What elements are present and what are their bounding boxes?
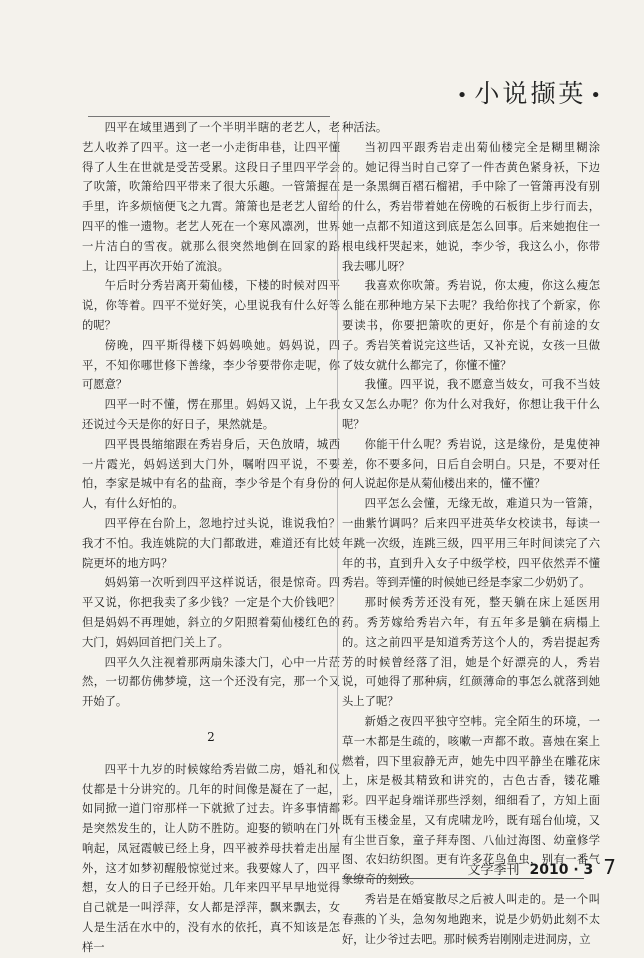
issue-number: 2010 · 3 <box>529 862 594 878</box>
paragraph: 新婚之夜四平独守空帏。完全陌生的环境，一草一木都是生疏的，咳嗽一声都不敢。喜烛在案上燃着，四下里寂静无声，她先中四平静坐在雕花床上，床是极其精致和讲究的，古色古香，镂花雕彩。四平起身端详那些浮刻，细细看了，方知上面既有玉楼金星，又有虎啸龙吟，既有瑶台仙境，又有尘世百象，童子拜寿图、八仙过海图、幼童修学图、农妇纺织图。更有许多花鸟鱼虫，别有一番气象缭奇的刻致。 <box>342 714 600 887</box>
paragraph: 四平一时不懂，愣在那里。妈妈又说，上午我还说过今天是你的好日子，果然就是。 <box>82 398 340 431</box>
journal-name: 文学季刊 <box>467 863 520 878</box>
paragraph: 四平怎么会懂，无缘无故，难道只为一管箫，一曲紫竹调吗？后来四平进英华女校读书，每读一年跳一次级，连跳三级，四平用三年时间读完了六年的书，直到升入女子中级学校，四平依然弄不懂秀岩。等到弄懂的时候她已经是李家二少奶奶了。 <box>342 497 600 590</box>
left-column <box>82 118 340 958</box>
header-dot-left: • <box>456 85 471 106</box>
paragraph: 秀岩是在婚宴散尽之后被人叫走的。是一个叫春燕的丫头，急匆匆地跑来，说是少奶奶此刻不太好，让少爷过去吧。那时候秀岩刚刚走进洞房，立 <box>342 893 600 946</box>
paragraph: 四平停在台阶上，忽地拧过头说，谁说我怕？我才不怕。我连姚院的大门都敢进，难道还有比妓院更坏的地方吗？ <box>82 516 340 570</box>
paragraph: 我懂。四平说，我不愿意当妓女，可我不当妓女又怎么办呢？你为什么对我好，你想让我干什么呢？ <box>342 378 600 431</box>
column-divider <box>337 130 338 842</box>
paragraph: 午后时分秀岩离开菊仙楼，下楼的时候对四平说，你等着。四平不觉好笑，心里说我有什么好等的呢？ <box>82 279 340 332</box>
header-title: 小说撷英 <box>474 79 587 108</box>
paragraph: 你能干什么呢？秀岩说，这是缘份，是鬼使神差，你不要多问，日后自会明白。只是，不要对任何人说起你是从菊仙楼出来的，懂不懂？ <box>342 437 600 491</box>
paragraph: 当初四平跟秀岩走出菊仙楼完全是糊里糊涂的。她记得当时自己穿了一件杏黄色紧身袄，下边是一条黑绸百褶石榴裙，手中除了一管箫再没有别的什么，秀岩带着她在傍晚的石板街上步行而去，她一点都不知道这到底是怎么回事。后来她抱住一根电线杆哭起来，她说，李少爷，我这么小，你带我去哪儿呀？ <box>342 140 600 273</box>
right-column <box>342 118 600 949</box>
page-footer <box>467 855 616 879</box>
section-header <box>453 74 608 110</box>
paragraph: 妈妈第一次听到四平这样说话，很是惊奇。四平又说，你把我卖了多少钱？一定是个大价钱吧？但是妈妈不再理她，斜立的夕阳照着菊仙楼红色的大门，妈妈回首把门关上了。 <box>82 576 340 649</box>
page-number: 7 <box>603 855 616 879</box>
header-dot-right: • <box>590 85 604 106</box>
paragraph: 四平畏畏缩缩跟在秀岩身后，天色放晴，城西一片霞光，妈妈送到大门外，嘱咐四平说，不要怕，李家是城中有名的盐商，李少爷是个有身份的人，有什么好怕的。 <box>82 437 340 511</box>
paragraph: 四平在域里遇到了一个半明半瞎的老艺人，老艺人收养了四平。这一老一小走街串巷，让四平懂得了人生在世就是受苦受累。这段日子里四平学会了吹箫，吹箫给四平带来了很大乐趣。一管箫握在手里，许多烦恼便飞之九霄。箫箫也是老艺人留给四平的惟一遗物。老艺人死在一个寒风凛冽，世界一片洁白的雪夜。就那么很突然地倒在回家的路上，让四平再次开始了流浪。 <box>82 121 340 273</box>
section-number: 2 <box>207 729 215 744</box>
paragraph: 四平久久注视着那两扇朱漆大门，心中一片茫然，一切都仿佛梦境，这一个还没有完，那一个又开始了。 <box>82 655 340 709</box>
paragraph: 那时候秀芳还没有死，整天躺在床上延医用药。秀芳嫁给秀岩六年，有五年多是躺在病榻上的。这之前四平是知道秀芳这个人的，秀岩提起秀芳的时候曾经落了泪，她是个好漂亮的人，秀岩说，可她得了那种病，红颜薄命的事怎么就落到她头上了呢？ <box>342 596 600 709</box>
paragraph: 我喜欢你吹箫。秀岩说，你太瘦，你这么瘦怎么能在那种地方呆下去呢？我给你找了个新家，你要读书，你要把箫吹的更好，你是个有前途的女子。秀岩笑着说完这些话，又补充说，女孩一旦做了妓女就什么都完了，你懂不懂？ <box>342 279 600 372</box>
header-rule <box>88 116 330 117</box>
paragraph: 四平十九岁的时候嫁给秀岩做二房，婚礼和仪仗都是十分讲究的。几年的时间像是凝在了一起，如同掀一道门帘那样一下就掀了过去。许多事情都是突然发生的，让人防不胜防。迎娶的锁呐在门外响起，凤冠霞帔已经上身，四平被养母扶着走出屋外，这才如梦初醒般惊觉过来。我要嫁人了，四平想，女人的日子已经开始。几年来四平早早地觉得自己就是一叫浮萍，女人都是浮萍，飘来飘去，女人是生活在水中的，没有水的依托，真不知该是怎样一 <box>82 762 340 954</box>
paragraph: 种活法。 <box>342 121 388 134</box>
paragraph: 傍晚，四平斯得楼下妈妈唤她。妈妈说，四平，不知你哪世修下善缘，李少爷要带你走呢，你可愿意？ <box>82 338 340 392</box>
